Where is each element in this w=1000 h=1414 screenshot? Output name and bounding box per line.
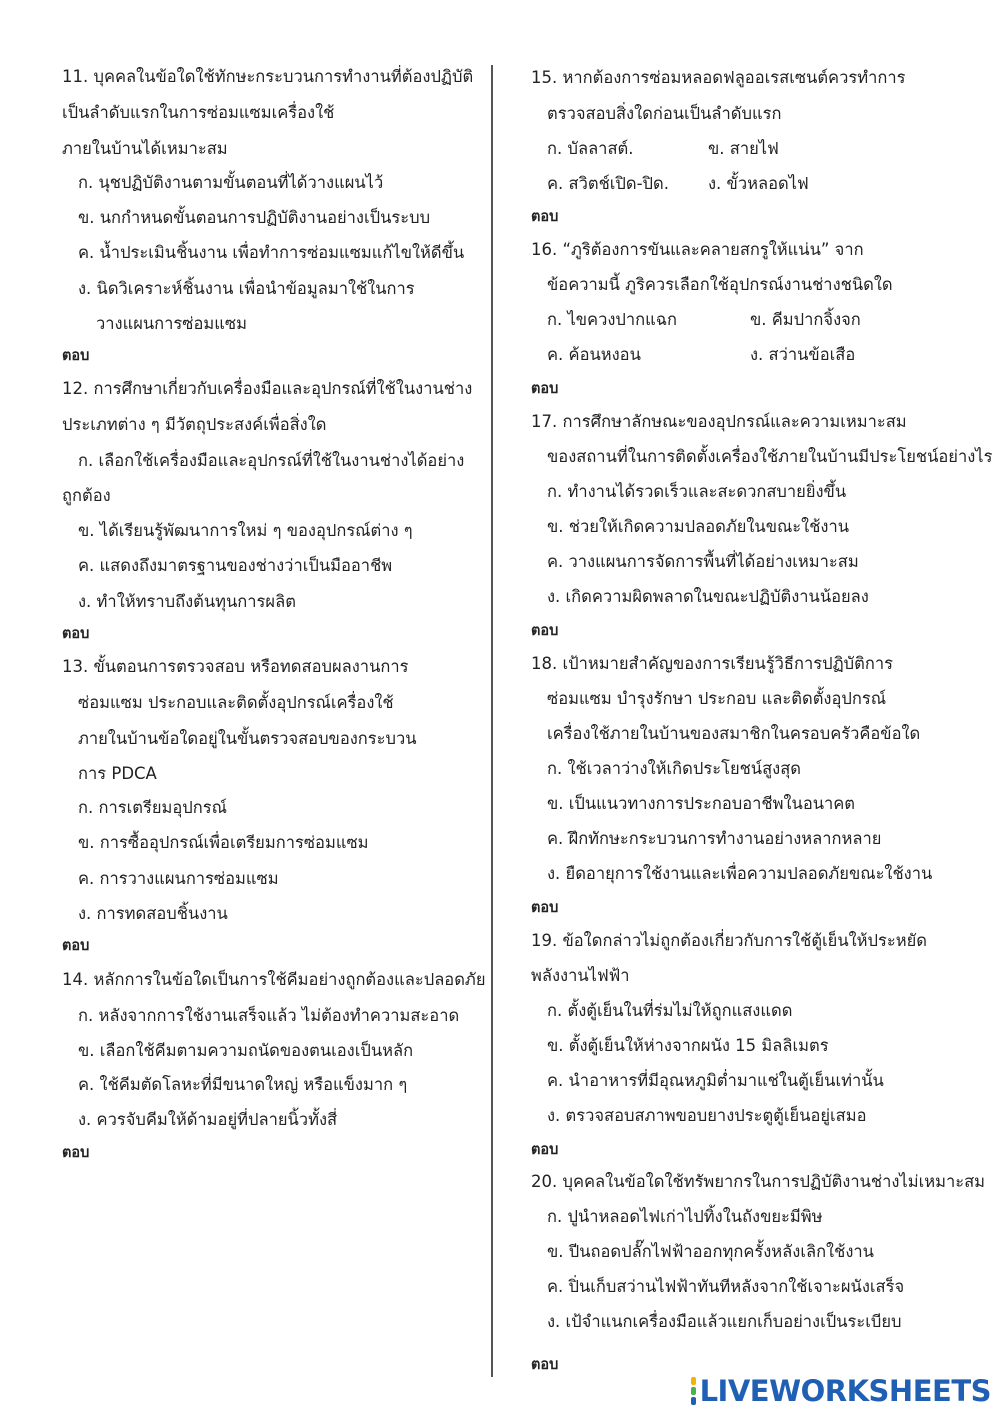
question-15-option-b: ข. สายไฟ bbox=[708, 139, 779, 158]
question-17-option-d: ง. เกิดความผิดพลาดในขณะปฏิบัติงานน้อยลง bbox=[547, 587, 869, 606]
question-17-line-1: 17. การศึกษาลักษณะของอุปกรณ์และความเหมาะสม bbox=[531, 412, 907, 431]
question-13-option-d: ง. การทดสอบชิ้นงาน bbox=[78, 904, 228, 923]
question-12-option-a: ก. เลือกใช้เครื่องมือและอุปกรณ์ที่ใช้ในงานช่างได้อย่าง bbox=[78, 451, 465, 470]
question-18-option-c: ค. ฝึกทักษะกระบวนการทำงานอย่างหลากหลาย bbox=[547, 829, 882, 848]
question-19-option-b: ข. ตั้งตู้เย็นให้ห่างจากผนัง 15 มิลลิเมตร bbox=[547, 1036, 829, 1055]
question-19-line-2: พลังงานไฟฟ้า bbox=[531, 966, 630, 985]
question-13-option-b: ข. การซื้ออุปกรณ์เพื่อเตรียมการซ่อมแซม bbox=[78, 833, 369, 852]
question-11-line-2: เป็นลำดับแรกในการซ่อมแซมเครื่องใช้ bbox=[62, 103, 335, 122]
question-18-option-b: ข. เป็นแนวทางการประกอบอาชีพในอนาคต bbox=[547, 794, 856, 813]
question-11-option-a: ก. นุชปฏิบัติงานตามขั้นตอนที่ได้วางแผนไว้ bbox=[78, 173, 384, 192]
question-16-option-a: ก. ไขควงปากแฉก bbox=[547, 310, 678, 329]
question-18-line-1: 18. เป้าหมายสำคัญของการเรียนรู้วิธีการปฏิบัติการ bbox=[531, 654, 893, 673]
question-20-option-c: ค. ปิ่นเก็บสว่านไฟฟ้าทันทีหลังจากใช้เจาะผนังเสร็จ bbox=[547, 1277, 905, 1296]
question-17-option-a: ก. ทำงานได้รวดเร็วและสะดวกสบายยิ่งขึ้น bbox=[547, 482, 847, 501]
question-20-option-a: ก. ปูนำหลอดไฟเก่าไปทิ้งในถังขยะมีพิษ bbox=[547, 1207, 823, 1226]
question-12-line-1: 12. การศึกษาเกี่ยวกับเครื่องมือและอุปกรณ์ที่ใช้ในงานช่าง bbox=[62, 379, 473, 398]
question-18-option-d: ง. ยืดอายุการใช้งานและเพื่อความปลอดภัยขณะใช้งาน bbox=[547, 864, 933, 883]
liveworksheets-logo bbox=[691, 1374, 991, 1408]
question-19-option-d: ง. ตรวจสอบสภาพขอบยางประตูตู้เย็นอยู่เสมอ bbox=[547, 1106, 867, 1125]
logo-icon-bar-2 bbox=[691, 1387, 696, 1395]
question-13-option-c: ค. การวางแผนการซ่อมแซม bbox=[78, 869, 279, 888]
liveworksheets-logo-icon bbox=[691, 1377, 696, 1405]
answer-label-13: ตอบ bbox=[62, 938, 90, 954]
liveworksheets-logo-text: LIVEWORKSHEETS bbox=[699, 1374, 991, 1408]
question-15-option-d: ง. ขั้วหลอดไฟ bbox=[708, 174, 809, 193]
question-14-option-c: ค. ใช้คีมตัดโลหะที่มีขนาดใหญ่ หรือแข็งมาก ๆ bbox=[78, 1075, 408, 1094]
question-13-line-1: 13. ขั้นตอนการตรวจสอบ หรือทดสอบผลงานการ bbox=[62, 657, 409, 676]
question-12-option-b: ข. ได้เรียนรู้พัฒนาการใหม่ ๆ ของอุปกรณ์ต่าง ๆ bbox=[78, 521, 413, 540]
question-11-option-d-cont: วางแผนการซ่อมแซม bbox=[96, 314, 247, 333]
question-17-option-b: ข. ช่วยให้เกิดความปลอดภัยในขณะใช้งาน bbox=[547, 517, 850, 536]
answer-label-11: ตอบ bbox=[62, 348, 90, 364]
question-11-line-3: ภายในบ้านได้เหมาะสม bbox=[62, 139, 228, 158]
question-19-option-a: ก. ตั้งตู้เย็นในที่ร่มไม่ให้ถูกแสงแดด bbox=[547, 1001, 793, 1020]
question-18-option-a: ก. ใช้เวลาว่างให้เกิดประโยชน์สูงสุด bbox=[547, 759, 802, 778]
column-divider bbox=[491, 65, 493, 1377]
question-19-line-1: 19. ข้อใดกล่าวไม่ถูกต้องเกี่ยวกับการใช้ตู้เย็นให้ประหยัด bbox=[531, 931, 928, 950]
answer-label-19: ตอบ bbox=[531, 1142, 559, 1158]
question-11-line-1: 11. บุคคลในข้อใดใช้ทักษะกระบวนการทำงานที่ต้องปฏิบัติ bbox=[62, 67, 474, 86]
question-20-option-d: ง. เป้จำแนกเครื่องมือแล้วแยกเก็บอย่างเป็นระเบียบ bbox=[547, 1312, 902, 1331]
question-15-line-1: 15. หากต้องการซ่อมหลอดฟลูออเรสเซนต์ควรทำการ bbox=[531, 68, 906, 87]
logo-icon-bar-1 bbox=[691, 1377, 696, 1385]
question-14-option-d: ง. ควรจับคีมให้ด้ามอยู่ที่ปลายนิ้วทั้งสี่ bbox=[78, 1110, 338, 1129]
question-12-option-a-cont: ถูกต้อง bbox=[62, 486, 111, 505]
answer-label-14: ตอบ bbox=[62, 1145, 90, 1161]
question-13-line-2: ซ่อมแซม ประกอบและติดตั้งอุปกรณ์เครื่องใช้ bbox=[78, 693, 394, 712]
question-19-option-c: ค. นำอาหารที่มีอุณหภูมิต่ำมาแช่ในตู้เย็นเท่านั้น bbox=[547, 1071, 884, 1090]
answer-label-12: ตอบ bbox=[62, 626, 90, 642]
question-18-line-2: ซ่อมแซม บำรุงรักษา ประกอบ และติดตั้งอุปกรณ์ bbox=[547, 689, 887, 708]
question-13-line-3: ภายในบ้านข้อใดอยู่ในขั้นตรวจสอบของกระบวน bbox=[78, 729, 417, 748]
question-14-option-a: ก. หลังจากการใช้งานเสร็จแล้ว ไม่ต้องทำความสะอาด bbox=[78, 1006, 460, 1025]
question-11-option-c: ค. น้ำประเมินชิ้นงาน เพื่อทำการซ่อมแซมแก้ไขให้ดีขึ้น bbox=[78, 243, 465, 262]
question-12-option-d: ง. ทำให้ทราบถึงต้นทุนการผลิต bbox=[78, 592, 296, 611]
question-17-line-2: ของสถานที่ในการติดตั้งเครื่องใช้ภายในบ้านมีประโยชน์อย่างไร bbox=[547, 447, 993, 466]
question-20-option-b: ข. ปีนถอดปลั๊กไฟฟ้าออกทุกครั้งหลังเลิกใช้งาน bbox=[547, 1242, 874, 1261]
question-17-option-c: ค. วางแผนการจัดการพื้นที่ได้อย่างเหมาะสม bbox=[547, 552, 859, 571]
question-16-option-d: ง. สว่านข้อเสือ bbox=[750, 345, 856, 364]
question-12-option-c: ค. แสดงถึงมาตรฐานของช่างว่าเป็นมืออาชีพ bbox=[78, 556, 393, 575]
question-13-line-4: การ PDCA bbox=[78, 764, 157, 783]
question-11-option-d: ง. นิดวิเคราะห์ชิ้นงาน เพื่อนำข้อมูลมาใช้ในการ bbox=[78, 279, 415, 298]
question-15-line-2: ตรวจสอบสิ่งใดก่อนเป็นลำดับแรก bbox=[547, 104, 782, 123]
answer-label-18: ตอบ bbox=[531, 900, 559, 916]
question-14-line-1: 14. หลักการในข้อใดเป็นการใช้คีมอย่างถูกต้องและปลอดภัย bbox=[62, 970, 486, 989]
question-16-line-2: ข้อความนี้ ภูริควรเลือกใช้อุปกรณ์งานช่างชนิดใด bbox=[547, 275, 893, 294]
answer-label-16: ตอบ bbox=[531, 381, 559, 397]
question-16-option-b: ข. คีมปากจิ้งจก bbox=[750, 310, 861, 329]
question-16-line-1: 16. “ภูริต้องการขันและคลายสกรูให้แน่น” จาก bbox=[531, 240, 864, 259]
question-15-option-c: ค. สวิตช์เปิด-ปิด. bbox=[547, 174, 669, 193]
answer-label-20: ตอบ bbox=[531, 1357, 559, 1373]
logo-icon-bar-3 bbox=[691, 1397, 696, 1405]
question-13-option-a: ก. การเตรียมอุปกรณ์ bbox=[78, 798, 227, 817]
question-18-line-3: เครื่องใช้ภายในบ้านของสมาชิกในครอบครัวคือข้อใด bbox=[547, 724, 921, 743]
answer-label-15: ตอบ bbox=[531, 209, 559, 225]
answer-label-17: ตอบ bbox=[531, 623, 559, 639]
question-12-line-2: ประเภทต่าง ๆ มีวัตถุประสงค์เพื่อสิ่งใด bbox=[62, 415, 327, 434]
question-16-option-c: ค. ค้อนหงอน bbox=[547, 345, 641, 364]
question-14-option-b: ข. เลือกใช้คีมตามความถนัดของตนเองเป็นหลัก bbox=[78, 1041, 414, 1060]
question-15-option-a: ก. บัลลาสต์. bbox=[547, 139, 634, 158]
question-20-line-1: 20. บุคคลในข้อใดใช้ทรัพยากรในการปฏิบัติงานช่างไม่เหมาะสม bbox=[531, 1172, 986, 1191]
question-11-option-b: ข. นกกำหนดขั้นตอนการปฏิบัติงานอย่างเป็นระบบ bbox=[78, 208, 431, 227]
